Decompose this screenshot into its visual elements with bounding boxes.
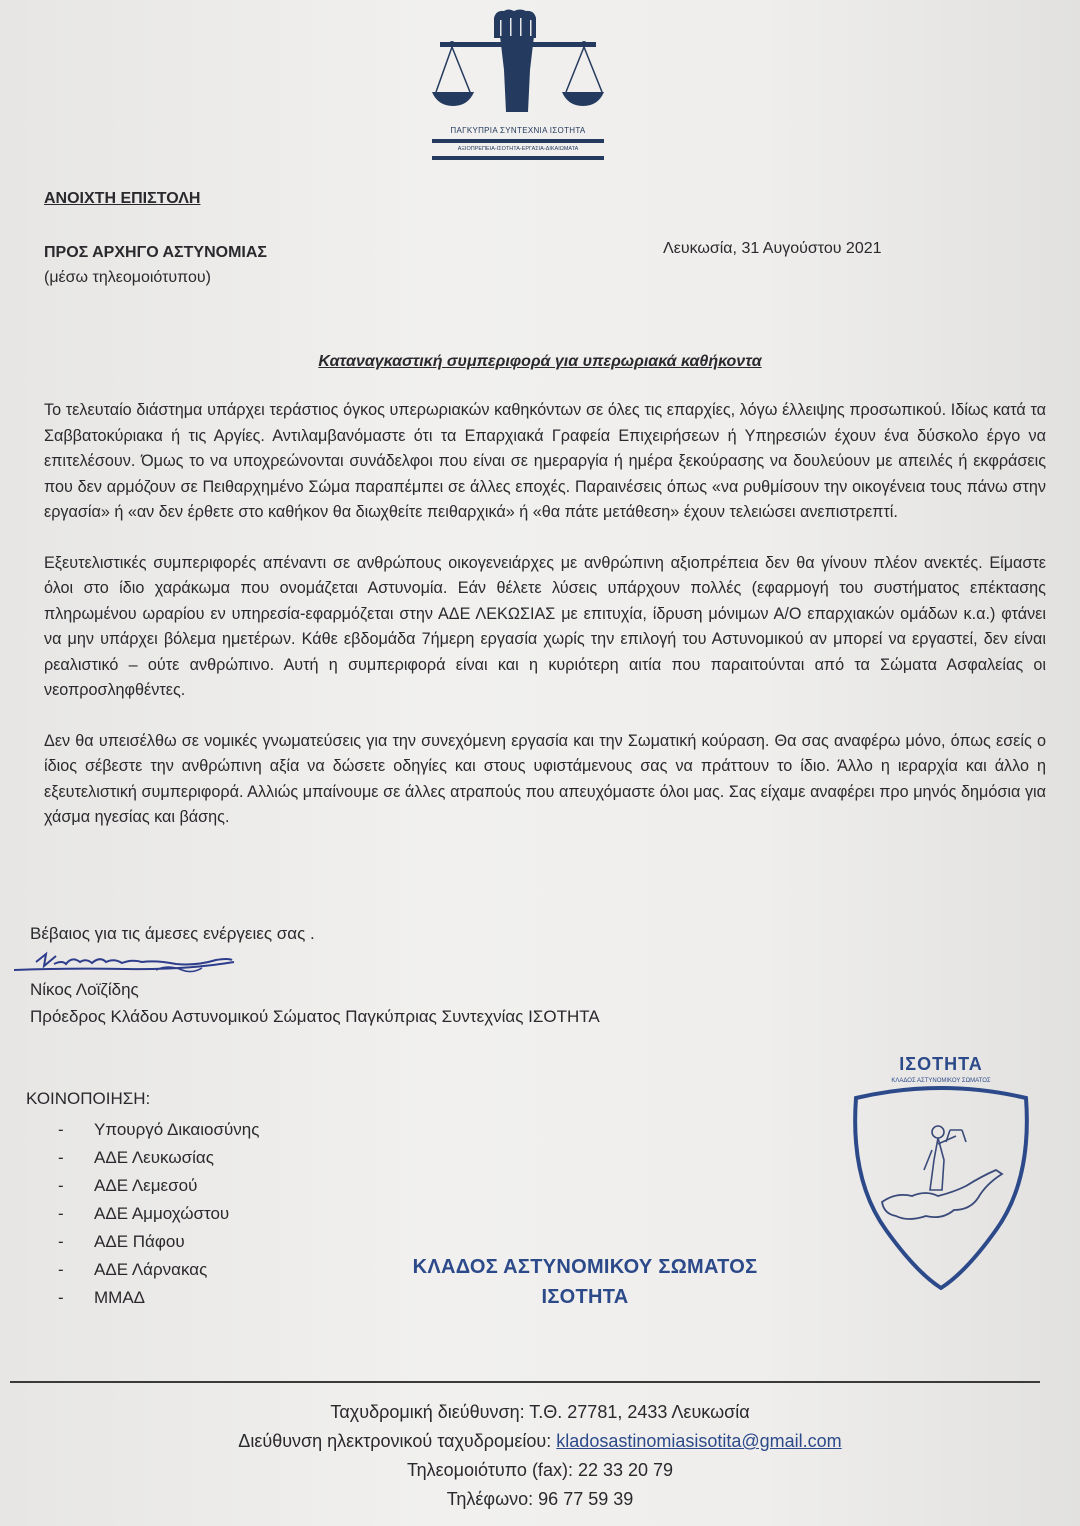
- branch-line-1: ΚΛΑΔΟΣ ΑΣΤΥΝΟΜΙΚΟΥ ΣΩΜΑΤΟΣ: [412, 1256, 758, 1278]
- footer-divider: [10, 1381, 1040, 1383]
- list-item: - ΑΔΕ Λεμεσού: [58, 1176, 198, 1195]
- letter-body: [44, 398, 1046, 831]
- phone-number: Τηλέφωνο: 96 77 59 39: [446, 1489, 634, 1509]
- logo-divider: [432, 156, 604, 160]
- list-item: - Υπουργό Δικαιοσύνης: [58, 1120, 260, 1139]
- handwritten-signature: [6, 950, 238, 980]
- list-item: - ΑΔΕ Λάρνακας: [58, 1260, 208, 1279]
- stamp-title: ΙΣΟΤΗΤΑ: [899, 1054, 983, 1074]
- subject-title: Καταναγκαστική συμπεριφορά για υπερωριακά καθήκοντα: [318, 353, 762, 370]
- stamp-arc-text: ΚΛΑΔΟΣ ΑΣΤΥΝΟΜΙΚΟΥ ΣΩΜΑΤΟΣ: [891, 1078, 991, 1084]
- email-link[interactable]: kladosastinomiasisotita@gmail.com: [556, 1431, 842, 1451]
- logo-divider: [432, 139, 604, 143]
- email-line: [0, 1427, 1080, 1456]
- place-date: Λευκωσία, 31 Αυγούστου 2021: [663, 240, 882, 257]
- paragraph-1: Το τελευταίο διάστημα υπάρχει τεράστιος όγκος υπερωριακών καθηκόντων σε όλες τις επαρχίες, λόγω έλλειψης προσωπικού. Ιδίως κατά τα Σαββατοκύριακα ή τις Αργίες. Αντιλαμβανόμαστε ότι τα Επαρχιακά Γραφεία Επιχειρήσεων ή Υπηρεσιών έχουν ένα δύσκολο έργο να επιτελέσουν. Όμως το να υποχρεώνονται συνάδελφοι που είναι σε ημεραργία ή ημέρα ξεκούρασης να δουλεύουν με απειλές ή εκφράσεις που δεν αρμόζουν σε Πειθαρχημένο Σώμα παραπέμπει σε άλλες εποχές. Παραινέσεις όπως «να ρυθμίσουν την οικογένεια τους πάνω στην εργασία» ή «αν δεν έρθετε στο καθήκον θα διωχθείτε πειθαρχικά» ή «θα πάτε μετάθεση» έχουν τελειώσει ανεπιστρεπτί.: [44, 401, 1046, 521]
- paragraph-3: Δεν θα υπεισέλθω σε νομικές γνωματεύσεις για την συνεχόμενη εργασία και την Σωματική κούραση. Θα σας αναφέρω μόνο, όπως εσείς ο ίδιος σέβεστε την ανθρώπινη αξία να δώσετε οδηγίες και στους υφιστάμενους σας να πράττουν το ίδιο. Άλλο η ιεραρχία και άλλο η εξευτελιστική συμπεριφορά. Αλλιώς μπαίνουμε σε άλλες ατραπούς που απευχόμαστε όλοι μας. Σας είχαμε αναφέρει προ μηνός δημόσια για χάσμα ηγεσίας και βάσης.: [44, 731, 1046, 826]
- list-item: - ΑΔΕ Πάφου: [58, 1232, 185, 1251]
- logo-title: ΠΑΓΚΥΠΡΙΑ ΣΥΝΤΕΧΝΙΑ ΙΣΟΤΗΤΑ: [450, 126, 586, 135]
- recipient: ΠΡΟΣ ΑΡΧΗΓΟ ΑΣΤΥΝΟΜΙΑΣ: [44, 244, 268, 261]
- email-label: Διεύθυνση ηλεκτρονικού ταχυδρομείου:: [238, 1431, 552, 1451]
- footer: [0, 1398, 1080, 1514]
- list-item: - ΑΔΕ Αμμοχώστου: [58, 1204, 230, 1223]
- official-stamp: [846, 1050, 1036, 1290]
- union-logo: [430, 8, 606, 158]
- signer-name: Νίκος Λοϊζίδης: [30, 980, 139, 999]
- list-item: - ΜΜΑΔ: [58, 1288, 146, 1307]
- delivery-method: (μέσω τηλεομοιότυπου): [44, 269, 211, 286]
- fax-number: Τηλεομοιότυπο (fax): 22 33 20 79: [406, 1460, 674, 1480]
- open-letter-heading: ΑΝΟΙΧΤΗ ΕΠΙΣΤΟΛΗ: [44, 190, 201, 207]
- cc-list: [58, 1116, 378, 1312]
- logo-motto: ΑΞΙΟΠΡΕΠΕΙΑ-ΙΣΟΤΗΤΑ-ΕΡΓΑΣΙΑ-ΔΙΚΑΙΩΜΑΤΑ: [457, 146, 579, 152]
- branch-stamp-text: [380, 1252, 790, 1312]
- scales-fist-icon: [430, 8, 606, 124]
- list-item: - ΑΔΕ Λευκωσίας: [58, 1148, 214, 1167]
- shield-emblem-icon: [846, 1050, 1036, 1290]
- cc-label: ΚΟΙΝΟΠΟΙΗΣΗ:: [26, 1089, 151, 1108]
- postal-address: Ταχυδρομική διεύθυνση: Τ.Θ. 27781, 2433 Λευκωσία: [330, 1402, 750, 1422]
- closing-line: Βέβαιος για τις άμεσες ενέργειες σας .: [30, 924, 315, 943]
- paragraph-2: Εξευτελιστικές συμπεριφορές απέναντι σε ανθρώπους οικογενειάρχες με ανθρώπινη αξιοπρέπεια δεν θα γίνουν πλέον ανεκτές. Είμαστε όλοι στο ίδιο χαράκωμα που ονομάζεται Αστυνομία. Εάν θέλετε λύσεις υπάρχουν πολλές (εφαρμογή του συστήματος επέκτασης πληρωμένου ωραρίου εν υπηρεσία-εφαρμόζεται στην ΑΔΕ ΛΕΚΩΣΙΑΣ με επιτυχία, ίδρυση μόνιμων Α/Ο επαρχιακών ομάδων κ.α.) φτάνει να μην υπάρχει βόλεμα ημετέρων. Κάθε εβδομάδα 7ήμερη εργασία χωρίς την επιλογή του Αστυνομικού αν μπορεί να εργαστεί, δεν είναι ρεαλιστικό – ούτε ανθρώπινο. Αυτή η συμπεριφορά είναι και η κυριότερη αιτία που παραιτούνται από τα Σώματα Ασφαλείας οι νεοπροσληφθέντες.: [44, 553, 1046, 699]
- signer-title: Πρόεδρος Κλάδου Αστυνομικού Σώματος Παγκύπριας Συντεχνίας ΙΣΟΤΗΤΑ: [30, 1007, 600, 1026]
- branch-line-2: ΙΣΟΤΗΤΑ: [541, 1286, 629, 1308]
